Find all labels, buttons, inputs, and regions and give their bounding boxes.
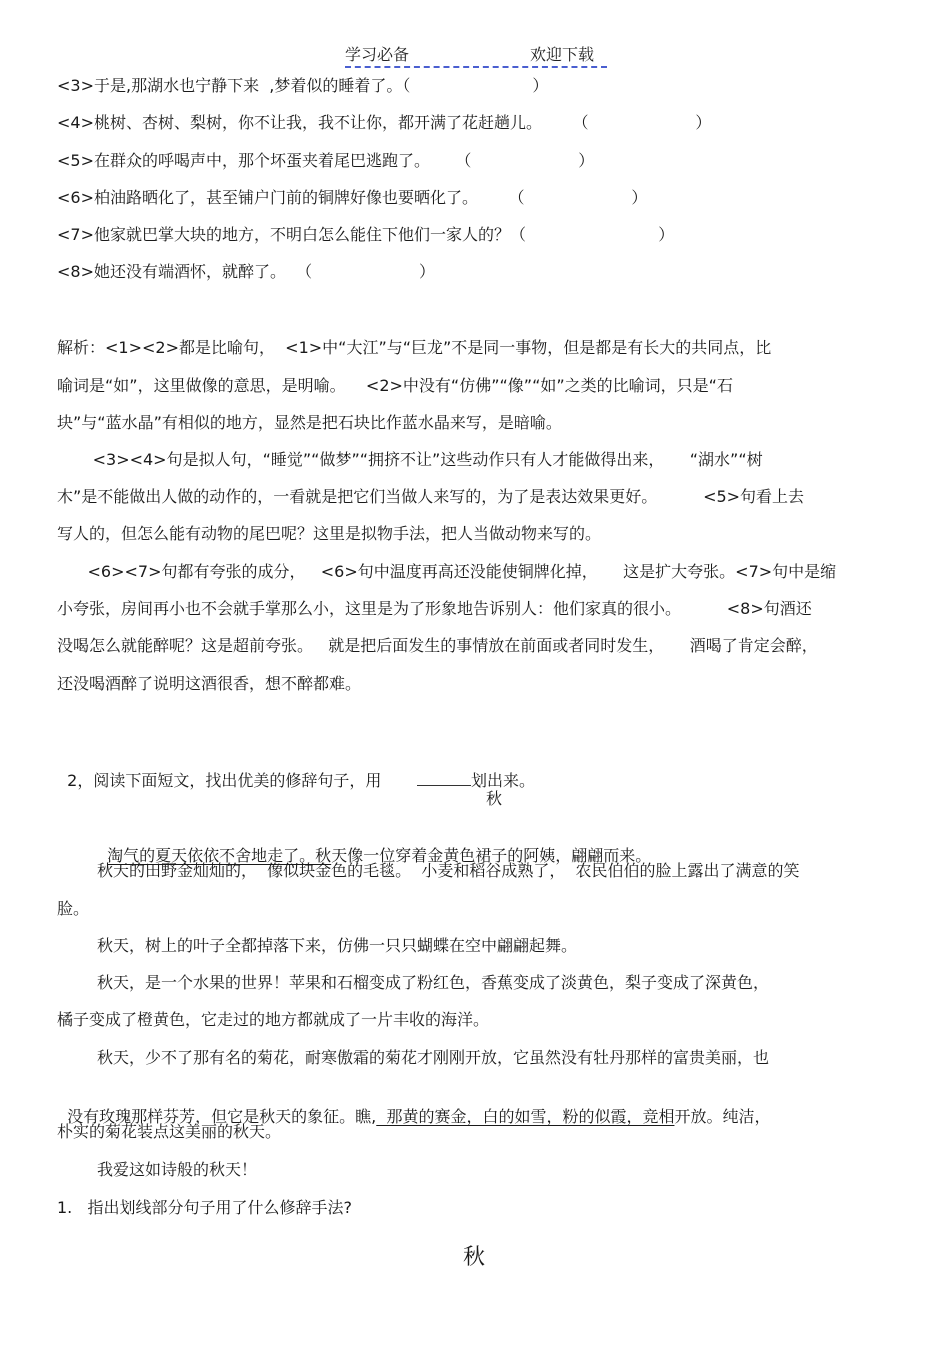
task-2-prefix: 2，阅读下面短文，找出优美的修辞句子，用 xyxy=(67,771,417,790)
analysis-line: 还没喝酒醉了说明这酒很香，想不醉都难。 xyxy=(57,674,362,693)
paragraph-text: 天像一位穿着金黄色裙子的阿姨，翩翩而来。 xyxy=(331,846,652,865)
analysis-line: 解析：<1><2>都是比喻句， <1>中“大江”与“巨龙”不是同一事物，但是都是有长大的共同点，比 xyxy=(57,338,772,357)
example-6: <6>柏油路晒化了，甚至铺户门前的铜牌好像也要晒化了。 （ ） xyxy=(57,188,648,207)
question-1: 1. 指出划线部分句子用了什么修辞手法? xyxy=(57,1198,353,1217)
paragraph-text: 没有玫瑰那样芬芳，但它是秋天的象征。瞧, xyxy=(67,1107,377,1126)
analysis-line: 写人的，但怎么能有动物的尾巴呢？这里是拟物手法，把人当做动物来写的。 xyxy=(57,524,602,543)
analysis-line: <6><7>句都有夸张的成分， <6>句中温度再高还没能使铜牌化掉， 这是扩大夸张。<7>句中是缩 xyxy=(57,562,837,581)
poem-paragraph-5-end: 朴实的菊花装点这美丽的秋天。 xyxy=(57,1122,282,1141)
poem-paragraph-4: 秋天，是一个水果的世界！苹果和石榴变成了粉红色，香蕉变成了淡黄色，梨子变成了深黄色， xyxy=(97,973,770,992)
example-5: <5>在群众的呼喝声中，那个坏蛋夹着尾巴逃跑了。 （ ） xyxy=(57,151,595,170)
poem-paragraph-2-cont: 脸。 xyxy=(57,899,90,918)
big-title: 秋 xyxy=(463,1245,486,1270)
example-8: <8>她还没有端酒怀，就醉了。 （ ） xyxy=(57,262,435,281)
underlined-sentence: 那黄的赛金，白的如雪，粉的似霞，竞相 xyxy=(376,1107,675,1126)
analysis-line: 木”是不能做出人做的动作的，一看就是把它们当做人来写的，为了是表达效果更好。 <5>句看上去 xyxy=(57,487,805,506)
example-4: <4>桃树、杏树、梨树，你不让我，我不让你，都开满了花赶趟儿。 （ ） xyxy=(57,113,712,132)
analysis-line: 小夸张，房间再小也不会就手掌那么小，这里是为了形象地告诉别人：他们家真的很小。 <8>句酒还 xyxy=(57,599,812,618)
header-left: 学习必备 xyxy=(345,45,410,64)
analysis-line: 喻词是“如”，这里做像的意思，是明喻。 <2>中没有“仿佛”“像”“如”之类的比喻词，只是“石 xyxy=(57,376,733,395)
page-header xyxy=(345,42,607,68)
poem-paragraph-3: 秋天，树上的叶子全都掉落下来，仿佛一只只蝴蝶在空中翩翩起舞。 xyxy=(97,936,578,955)
paragraph-text: 开放。纯洁， xyxy=(674,1107,771,1126)
task-2-suffix: 划出来。 xyxy=(470,771,535,790)
example-7: <7>他家就巴掌大块的地方，不明白怎么能住下他们一家人的？（ ） xyxy=(57,225,675,244)
underlined-sentence: 淘气的夏天依依不舍地走了。秋 xyxy=(107,846,332,865)
header-right: 欢迎下载 xyxy=(530,45,595,64)
poem-paragraph-5: 秋天，少不了那有名的菊花，耐寒傲霜的菊花才刚刚开放，它虽然没有牡丹那样的富贵美丽，也 xyxy=(97,1048,770,1067)
poem-paragraph-6: 我爱这如诗般的秋天！ xyxy=(97,1160,258,1179)
poem-paragraph-2: 秋天的田野金灿灿的， 像似块金色的毛毯。 小麦和稻谷成熟了， 农民伯伯的脸上露出了满意的笑 xyxy=(97,861,800,880)
poem-title: 秋 xyxy=(486,789,503,808)
analysis-line: <3><4>句是拟人句，“睡觉”“做梦”“拥挤不让”这些动作只有人才能做得出来， “湖水”“树 xyxy=(57,450,763,469)
example-3: <3>于是,那湖水也宁静下来 ,梦着似的睡着了。（ ） xyxy=(57,76,549,95)
analysis-line: 块”与“蓝水晶”有相似的地方，显然是把石块比作蓝水晶来写，是暗喻。 xyxy=(57,413,562,432)
task-2-instruction xyxy=(57,748,535,792)
poem-paragraph-4-cont: 橘子变成了橙黄色，它走过的地方都就成了一片丰收的海洋。 xyxy=(57,1010,490,1029)
analysis-line: 没喝怎么就能醉呢？这是超前夸张。 就是把后面发生的事情放在前面或者同时发生， 酒喝了肯定会醉， xyxy=(57,636,818,655)
underline-sample xyxy=(417,771,471,786)
